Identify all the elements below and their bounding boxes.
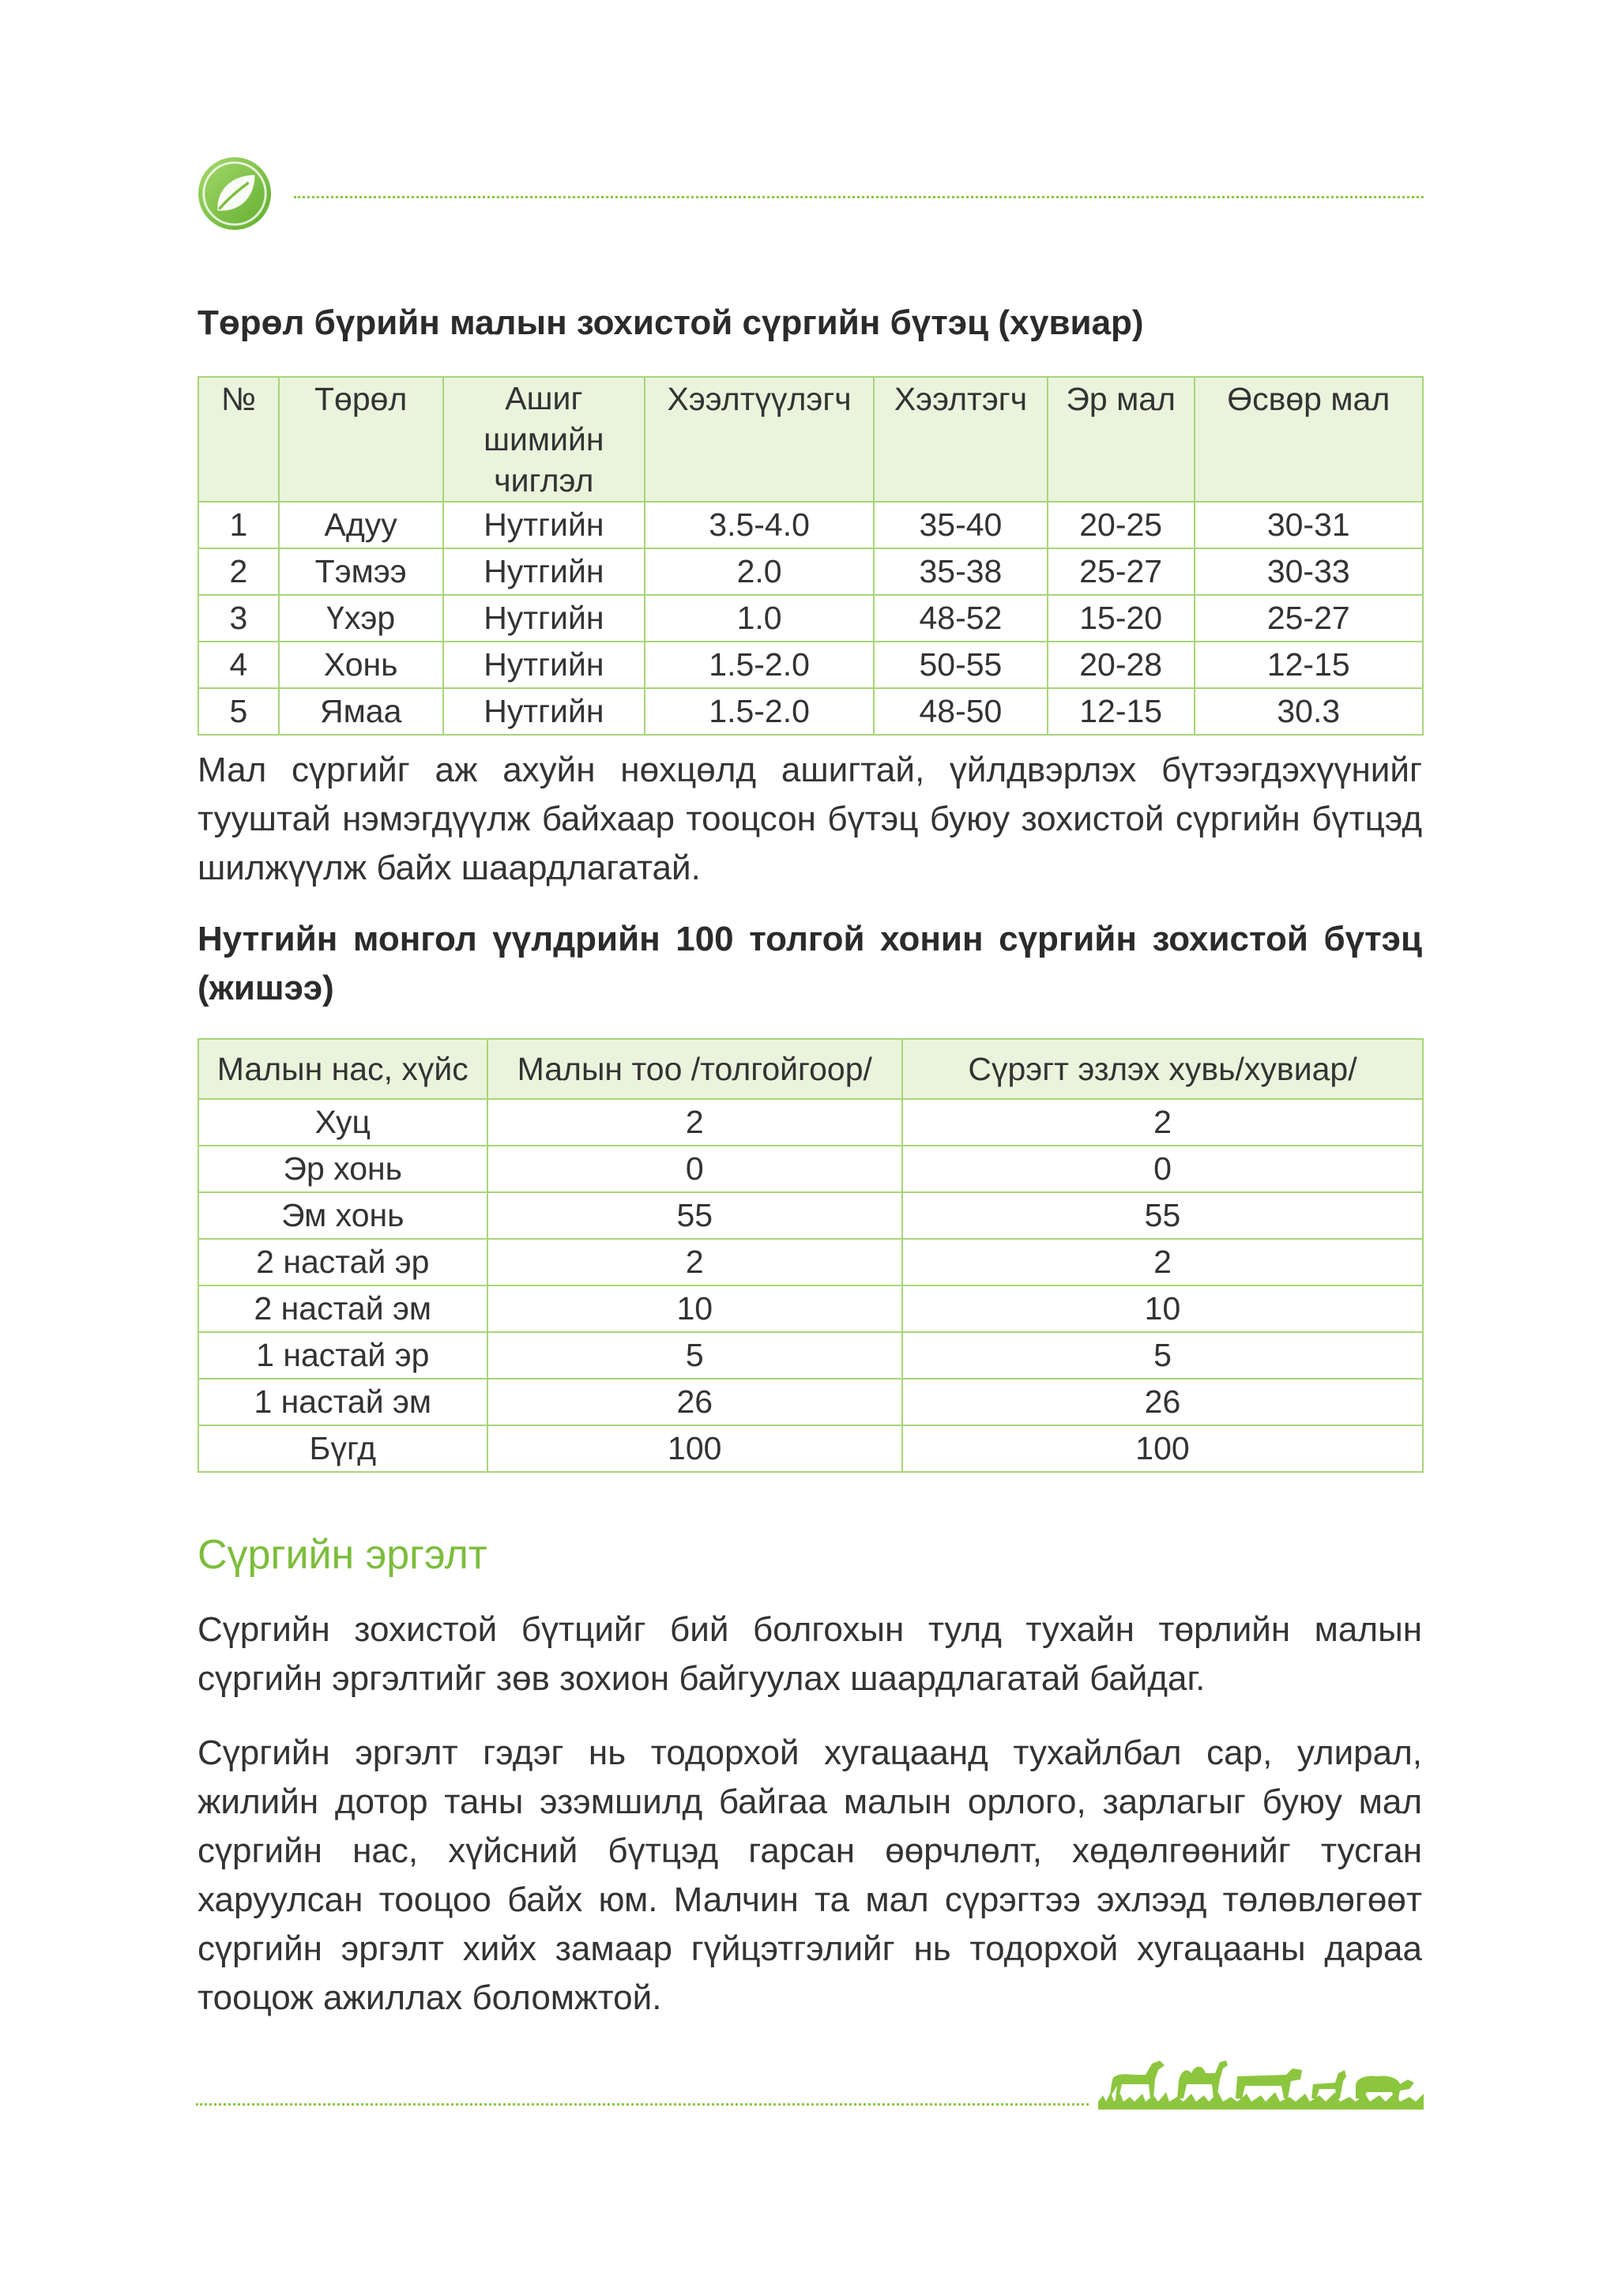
table-cell: 50-55: [874, 642, 1048, 688]
header-dotted-rule: [294, 196, 1424, 198]
table-cell: Нутгийн: [443, 688, 645, 735]
column-header: Эр мал: [1048, 377, 1195, 502]
table-cell: 2.0: [645, 548, 874, 595]
table-header-row: [198, 1039, 1423, 1099]
paragraph-rotation-intro: Сүргийн зохистой бүтцийг бий болгохын тулд тухайн төрлийн малын сүргийн эргэлтийг зөв зохион байгуулах шаардлагатай байдаг.: [198, 1610, 1422, 1698]
table-cell: 25-27: [1195, 595, 1423, 642]
table-row-total: [198, 1425, 1423, 1472]
table-cell: 15-20: [1048, 595, 1195, 642]
table-row: [198, 1146, 1423, 1192]
table-cell: 30.3: [1195, 688, 1423, 735]
column-header: Хээлтүүлэгч: [645, 377, 874, 502]
table-cell: Нутгийн: [443, 502, 645, 548]
footer-dotted-rule: [196, 2103, 1089, 2106]
table-cell: 26: [902, 1379, 1423, 1425]
table-cell: 4: [198, 642, 279, 688]
herd-structure-table: [198, 376, 1424, 736]
table-row: [198, 1192, 1423, 1239]
table-cell: 3: [198, 595, 279, 642]
table-cell: 2 настай эм: [198, 1285, 487, 1332]
table-cell: 1.5-2.0: [645, 688, 874, 735]
table-cell: Нутгийн: [443, 595, 645, 642]
table-cell: 2 настай эр: [198, 1239, 487, 1285]
table-cell: 1.0: [645, 595, 874, 642]
table-row: [198, 502, 1423, 548]
table-cell: Эр хонь: [198, 1146, 487, 1192]
table-cell: Хуц: [198, 1099, 487, 1146]
table-cell: Эм хонь: [198, 1192, 487, 1239]
table2-title: Нутгийн монгол үүлдрийн 100 толгой хонин сүргийн зохистой бүтэц (жишээ): [198, 920, 1422, 1007]
table-cell: 48-50: [874, 688, 1048, 735]
column-header: №: [198, 377, 279, 502]
table-row: [198, 595, 1423, 642]
table-cell: 55: [487, 1192, 902, 1239]
table-cell: 10: [902, 1285, 1423, 1332]
table-cell: Адуу: [279, 502, 443, 548]
paragraph-herd-structure: Мал сүргийг аж ахуйн нөхцөлд ашигтай, үйлдвэрлэх бүтээгдэхүүнийг тууштай нэмэгдүүлж байхаар тооцсон бүтэц буюу зохистой сүргийн бүтцэд шилжүүлж байх шаардлагатай.: [198, 751, 1422, 887]
table-cell: 35-40: [874, 502, 1048, 548]
table-row: [198, 1239, 1423, 1285]
table-cell: 12-15: [1048, 688, 1195, 735]
table1-title: Төрөл бүрийн малын зохистой сүргийн бүтэц (хувиар): [198, 303, 1144, 342]
table-cell: 1: [198, 502, 279, 548]
table-cell: 100: [487, 1425, 902, 1472]
table-cell: 2: [198, 548, 279, 595]
table-cell: 5: [902, 1332, 1423, 1379]
paragraph-rotation-definition: Сүргийн эргэлт гэдэг нь тодорхой хугацаанд тухайлбал сар, улирал, жилийн дотор таны эзэмшилд байгаа малын орлого, зарлагыг буюу мал сүргийн нас, хүйсний бүтцэд гарсан өөрчлөлт, хөдөлгөөнийг тусган харуулсан тооцоо байх юм. Малчин та мал сүрэгтээ эхлээд төлөвлөгөөт сүргийн эргэлт хийх замаар гүйцэтгэлийг нь тодорхой хугацааны дараа тооцож ажиллах боломжтой.: [198, 1733, 1422, 2017]
table-cell: 5: [487, 1332, 902, 1379]
table-row: [198, 1285, 1423, 1332]
table-cell: 12-15: [1195, 642, 1423, 688]
table-cell: 1 настай эм: [198, 1379, 487, 1425]
column-header: Ашиг шимийн чиглэл: [443, 377, 645, 502]
table-row: [198, 548, 1423, 595]
table-cell: 2: [902, 1099, 1423, 1146]
table-row: [198, 688, 1423, 735]
table-cell: Бүгд: [198, 1425, 487, 1472]
table-cell: 35-38: [874, 548, 1048, 595]
table-row: [198, 1379, 1423, 1425]
leaf-logo-icon: [196, 155, 273, 232]
table-cell: 20-25: [1048, 502, 1195, 548]
section-title: Сүргийн эргэлт: [198, 1532, 487, 1578]
table-cell: Хонь: [279, 642, 443, 688]
table-cell: Үхэр: [279, 595, 443, 642]
table-cell: 30-33: [1195, 548, 1423, 595]
table-cell: 55: [902, 1192, 1423, 1239]
column-header: Сүрэгт эзлэх хувь/хувиар/: [902, 1039, 1423, 1099]
table-cell: 1.5-2.0: [645, 642, 874, 688]
table-cell: 25-27: [1048, 548, 1195, 595]
table-row: [198, 642, 1423, 688]
table-cell: 30-31: [1195, 502, 1423, 548]
table-cell: 20-28: [1048, 642, 1195, 688]
table-row: [198, 1099, 1423, 1146]
column-header: Өсвөр мал: [1195, 377, 1423, 502]
table-cell: 2: [487, 1239, 902, 1285]
table-cell: 0: [487, 1146, 902, 1192]
sheep-flock-table: [198, 1038, 1424, 1473]
table-cell: 1 настай эр: [198, 1332, 487, 1379]
column-header: Малын тоо /толгойгоор/: [487, 1039, 902, 1099]
table-cell: 5: [198, 688, 279, 735]
livestock-silhouettes-icon: [1098, 2053, 1424, 2110]
table-cell: 48-52: [874, 595, 1048, 642]
table-row: [198, 1332, 1423, 1379]
table-cell: Нутгийн: [443, 642, 645, 688]
column-header: Хээлтэгч: [874, 377, 1048, 502]
table-cell: 100: [902, 1425, 1423, 1472]
column-header: Малын нас, хүйс: [198, 1039, 487, 1099]
table-cell: 2: [487, 1099, 902, 1146]
table-cell: 26: [487, 1379, 902, 1425]
table-cell: Тэмээ: [279, 548, 443, 595]
table-cell: 10: [487, 1285, 902, 1332]
table-cell: 0: [902, 1146, 1423, 1192]
table-cell: 3.5-4.0: [645, 502, 874, 548]
column-header: Төрөл: [279, 377, 443, 502]
table-cell: Нутгийн: [443, 548, 645, 595]
table-header-row: [198, 377, 1423, 502]
table-cell: Ямаа: [279, 688, 443, 735]
table-cell: 2: [902, 1239, 1423, 1285]
